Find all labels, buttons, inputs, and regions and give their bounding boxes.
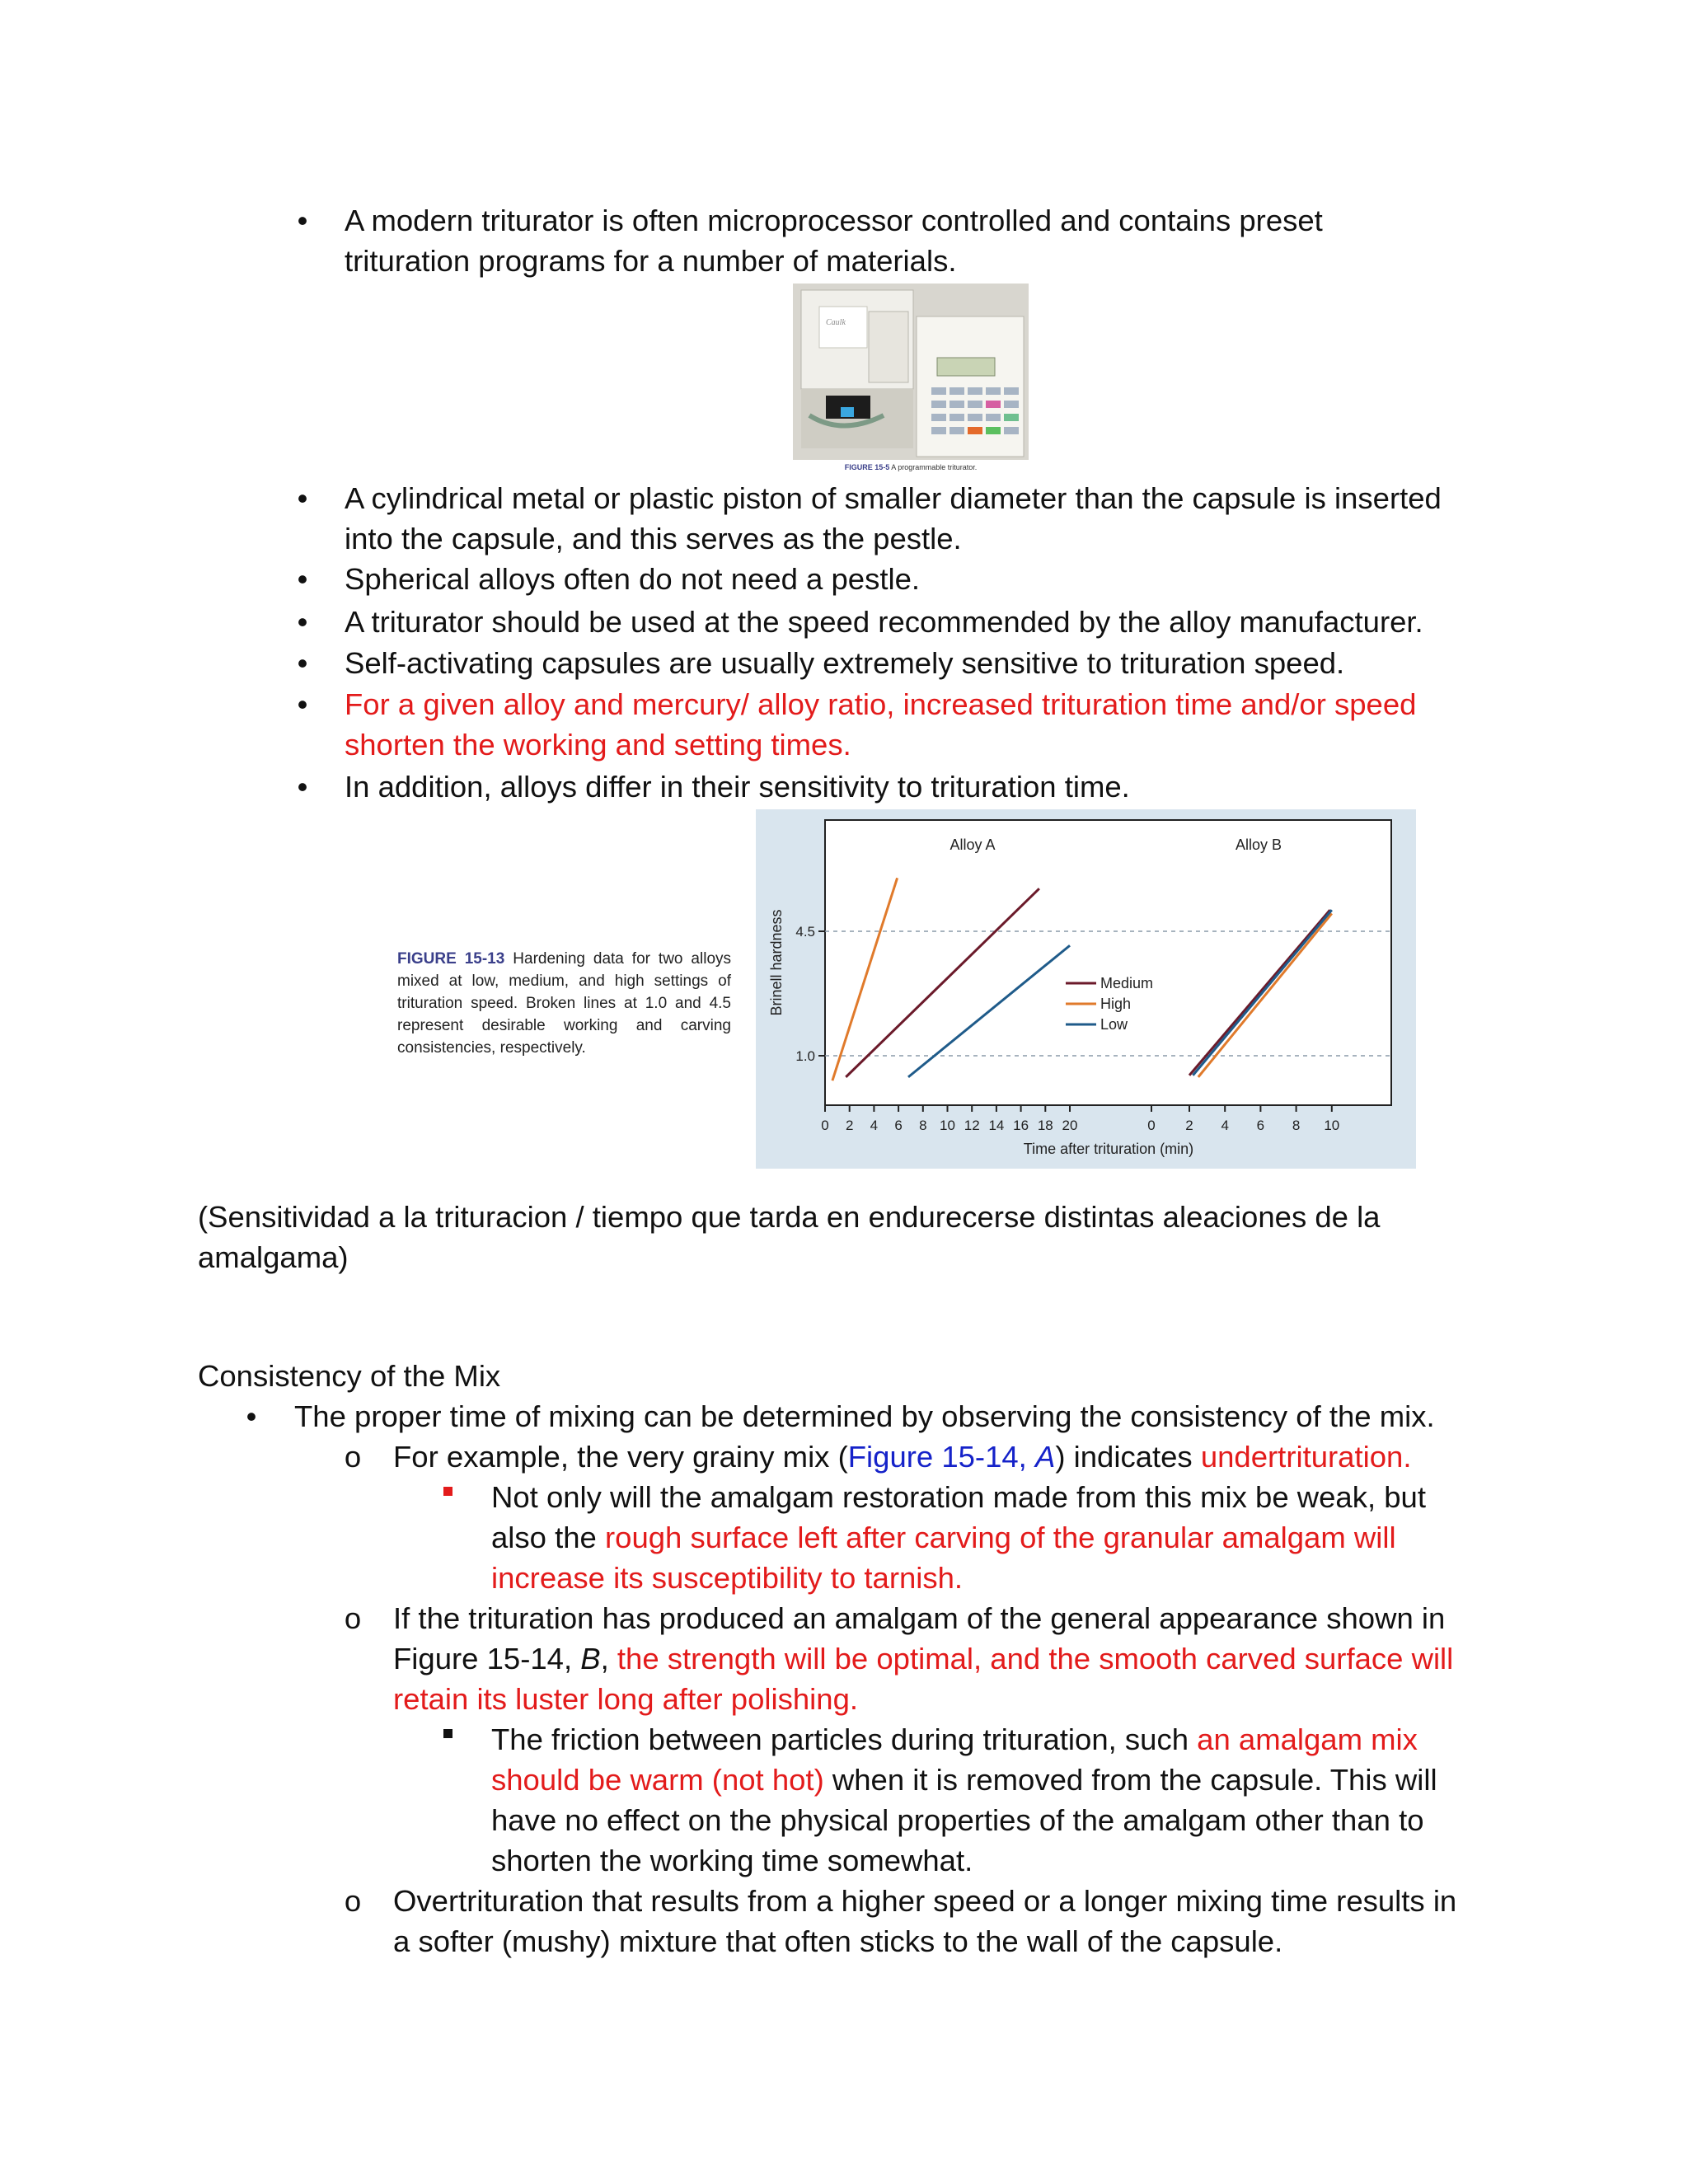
bullet-text: A triturator should be used at the speed recommended by the alloy manufacturer.: [345, 605, 1423, 639]
text-run: when it is removed from the capsule. This will: [823, 1763, 1437, 1797]
x-tick-label: 2: [845, 1118, 854, 1133]
spanish-note: amalgama): [198, 1240, 349, 1274]
bullet-text: In addition, alloys differ in their sensitivity to trituration time.: [345, 770, 1130, 804]
x-tick-label: 0: [1147, 1118, 1156, 1133]
detail-text: have no effect on the physical properties of the amalgam other than to: [491, 1803, 1424, 1837]
bullet-dot: •: [297, 562, 308, 596]
bullet-dot: •: [297, 605, 308, 639]
sub-bullet-text: Overtrituration that results from a higher speed or a longer mixing time results in: [393, 1884, 1457, 1918]
x-tick-label: 16: [1013, 1118, 1029, 1133]
detail-text: [491, 1719, 1418, 1760]
plot-frame: [825, 820, 1391, 1105]
x-tick-label: 18: [1037, 1118, 1053, 1133]
sub-bullet-text: [393, 1638, 1453, 1679]
text-run: ,: [600, 1642, 617, 1675]
highlight-text: rough surface left after carving of the granular amalgam will: [604, 1521, 1396, 1554]
figure-caption-text: Hardening data for two alloys mixed at low, medium, and high settings of trituration speed. Broken lines at 1.0 and 4.5 represent desirable working and carving consistencies, respectively.: [397, 950, 732, 1057]
x-tick-label: 12: [964, 1118, 980, 1133]
x-tick-label: 8: [919, 1118, 927, 1133]
x-axis-label: Time after trituration (min): [1023, 1141, 1194, 1157]
spanish-note: (Sensitividad a la trituracion / tiempo que tarda en endurecerse distintas aleaciones de la: [198, 1200, 1381, 1234]
x-tick-label: 20: [1062, 1118, 1078, 1133]
x-tick-label: 6: [894, 1118, 903, 1133]
sub-bullet-text: If the trituration has produced an amalgam of the general appearance shown in: [393, 1601, 1446, 1635]
square-bullet-icon: [443, 1729, 452, 1738]
x-tick-label: 10: [1324, 1118, 1340, 1133]
bullet-text: The proper time of mixing can be determined by observing the consistency of the mix.: [294, 1399, 1435, 1433]
bullet-text: Spherical alloys often do not need a pestle.: [345, 562, 921, 596]
photo-brand: Caulk: [826, 318, 846, 327]
bullet-text: A cylindrical metal or plastic piston of smaller diameter than the capsule is inserted: [345, 481, 1442, 515]
y-tick-label: 1.0: [795, 1048, 815, 1064]
sub-bullet-text: [393, 1436, 1411, 1477]
legend-label: High: [1100, 996, 1132, 1012]
panel-title: Alloy B: [1235, 837, 1282, 853]
detail-text: Not only will the amalgam restoration made from this mix be weak, but: [491, 1480, 1426, 1514]
x-tick-label: 6: [1256, 1118, 1265, 1133]
photo-caption-label: FIGURE 15-5: [844, 463, 890, 471]
legend-label: Low: [1100, 1016, 1128, 1033]
x-tick-label: 14: [988, 1118, 1005, 1133]
x-tick-label: 10: [940, 1118, 955, 1133]
text-run: also the: [491, 1521, 605, 1554]
highlight-text: undertrituration.: [1200, 1440, 1412, 1474]
highlight-text: an amalgam mix: [1197, 1722, 1418, 1756]
text-run: Figure 15-14,: [393, 1642, 581, 1675]
square-bullet-icon: [443, 1487, 452, 1496]
bullet-dot: •: [297, 481, 308, 515]
text-run: For example, the very grainy mix (: [393, 1440, 848, 1474]
hollow-bullet-icon: o: [344, 1601, 362, 1635]
sub-bullet-text: a softer (mushy) mixture that often sticks to the wall of the capsule.: [393, 1924, 1283, 1958]
bullet-text: A modern triturator is often microprocessor controlled and contains preset: [345, 204, 1323, 237]
x-tick-label: 0: [821, 1118, 829, 1133]
y-tick-label: 4.5: [795, 924, 815, 940]
text-run: ) indicates: [1055, 1440, 1201, 1474]
figure-letter: B: [580, 1642, 601, 1675]
panel-title: Alloy A: [950, 837, 996, 853]
highlight-text: the strength will be optimal, and the smooth carved surface will: [617, 1642, 1454, 1675]
bullet-dot: •: [246, 1399, 257, 1433]
detail-text: shorten the working time somewhat.: [491, 1844, 973, 1877]
photo-caption-text: A programmable triturator.: [891, 463, 978, 471]
x-tick-label: 4: [1221, 1118, 1229, 1133]
x-tick-label: 2: [1185, 1118, 1193, 1133]
figure-letter: A: [1034, 1440, 1056, 1474]
section-heading: Consistency of the Mix: [198, 1359, 501, 1393]
bullet-text-highlight: For a given alloy and mercury/ alloy ratio, increased trituration time and/or speed: [345, 687, 1417, 721]
x-tick-label: 8: [1292, 1118, 1301, 1133]
bullet-text: trituration programs for a number of materials.: [345, 244, 957, 278]
hollow-bullet-icon: o: [344, 1884, 362, 1918]
hollow-bullet-icon: o: [344, 1440, 362, 1474]
bullet-text: Self-activating capsules are usually extremely sensitive to trituration speed.: [345, 646, 1345, 680]
bullet-dot: •: [297, 204, 308, 237]
highlight-text: retain its luster long after polishing.: [393, 1682, 859, 1716]
bullet-dot: •: [297, 687, 308, 721]
bullet-text: into the capsule, and this serves as the pestle.: [345, 522, 962, 555]
bullet-dot: •: [297, 646, 308, 680]
bullet-text-highlight: shorten the working and setting times.: [345, 728, 851, 762]
bullet-dot: •: [297, 770, 308, 804]
highlight-text: should be warm (not hot): [491, 1763, 824, 1797]
detail-text: [491, 1760, 1437, 1800]
highlight-text: increase its susceptibility to tarnish.: [491, 1561, 964, 1595]
detail-text: [491, 1517, 1396, 1558]
legend-label: Medium: [1100, 975, 1154, 991]
y-axis-label: Brinell hardness: [768, 909, 785, 1016]
figure-reference: Figure 15-14,: [847, 1440, 1035, 1474]
figure-caption-label: FIGURE 15-13: [397, 950, 505, 968]
text-run: The friction between particles during trituration, such: [491, 1722, 1198, 1756]
x-tick-label: 4: [870, 1118, 879, 1133]
